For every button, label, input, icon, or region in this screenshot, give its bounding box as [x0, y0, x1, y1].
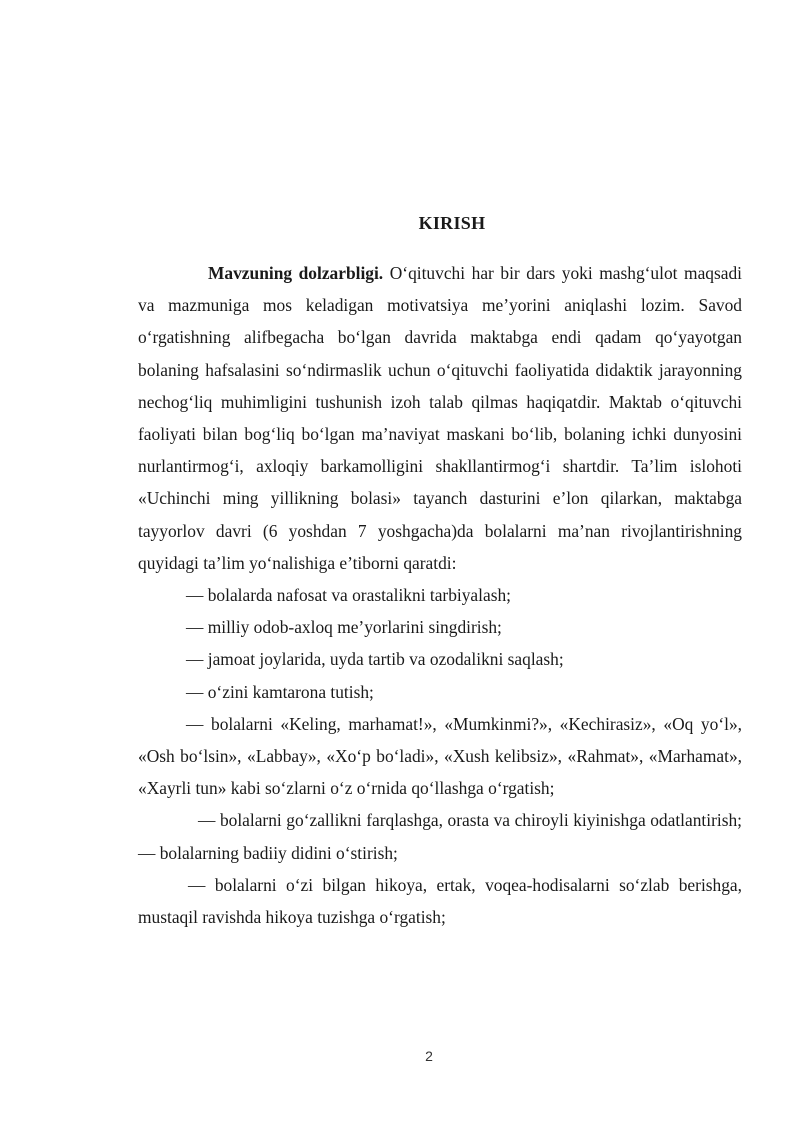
page-number: 2	[425, 1048, 433, 1064]
list-item: — bolalarni «Keling, marhamat!», «Mumkinmi?», «Kechirasiz», «Oq yo‘l», «Osh bo‘lsin», «Labbay», «Xo‘p bo‘ladi», «Xush kelibsiz», «Rahmat», «Marhamat», «Xayrli tun» kabi so‘zlarni o‘z o‘rnida qo‘llashga o‘rgatish;	[138, 713, 742, 799]
list-item: — o‘zini kamtarona tutish;	[186, 681, 374, 702]
list-item: — bolalarda nafosat va orastalikni tarbiyalash;	[186, 585, 511, 606]
list-item: — milliy odob-axloq me’yorlarini singdirish;	[186, 617, 502, 638]
list-item: — bolalarni go‘zallikni farqlashga, orasta va chiroyli kiyinishga odatlantirish; — bolalarning badiiy didini o‘stirish;	[138, 810, 742, 863]
intro-heading: Mavzuning dolzarbligi.	[208, 263, 384, 283]
section-title: KIRISH	[418, 213, 486, 233]
intro-paragraph	[138, 257, 742, 579]
list-item: — bolalarni o‘zi bilgan hikoya, ertak, voqea-hodisalarni so‘zlab berishga, mustaqil ravishda hikoya tuzishga o‘rgatish;	[138, 874, 742, 928]
document-body	[138, 257, 742, 933]
intro-text: O‘qituvchi har bir dars yoki mashg‘ulot maqsadi va mazmuniga mos keladigan motivatsiya me’yorini aniqlashi lozim. Savod o‘rgatishning alifbegacha bo‘lgan davrida maktabga endi qadam qo‘yayotgan bolaning hafsalasini so‘ndirmaslik uchun o‘qituvchi faoliyatida didaktik jarayonning nechog‘liq muhimligini tushunish izoh talab qilmas haqiqatdir. Maktab o‘qituvchi faoliyati bilan bog‘liq bo‘lgan ma’naviyat maskani bo‘lib, bolaning ichki dunyosini nurlantirmog‘i, axloqiy barkamolligini shakllantirmog‘i shartdir. Ta’lim islohoti «Uchinchi ming yillikning bolasi» tayanch dasturini e’lon qilarkan, maktabga tayyorlov davri (6 yoshdan 7 yoshgacha)da bolalarni ma’nan rivojlantirishning quyidagi ta’lim yo‘nalishiga e’tiborni qaratdi:	[138, 263, 742, 573]
list-item: — jamoat joylarida, uyda tartib va ozodalikni saqlash;	[186, 649, 564, 670]
